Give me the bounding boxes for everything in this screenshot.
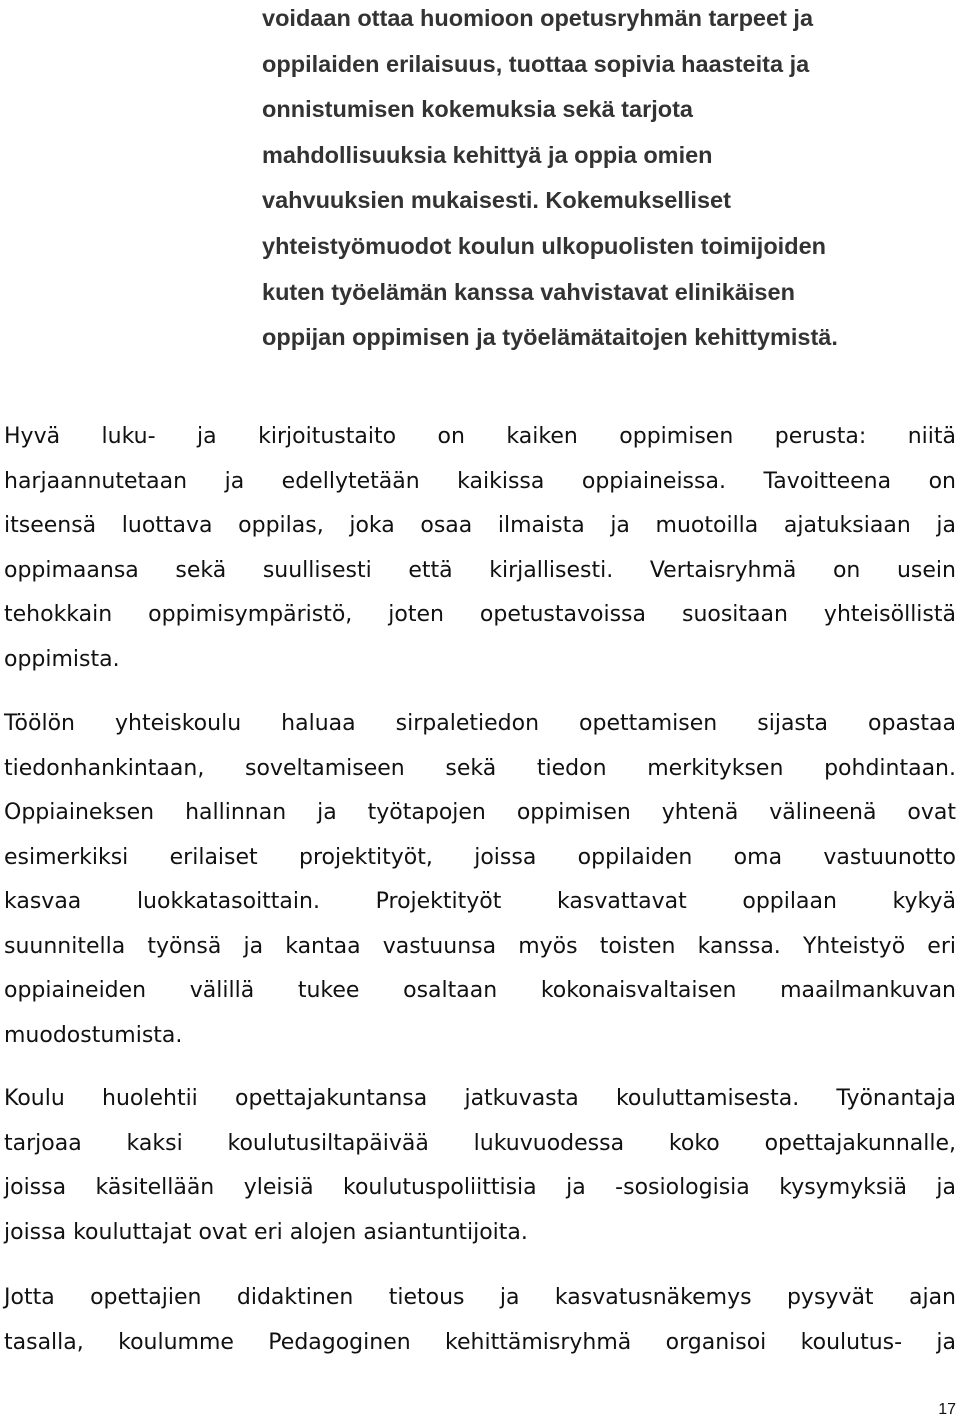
paragraph-teacher-training bbox=[4, 1077, 956, 1255]
paragraph-line: Töölön yhteiskoulu haluaa sirpaletiedon opettamisen sijasta opastaa bbox=[4, 711, 956, 736]
paragraph-line: tarjoaa kaksi koulutusiltapäivää lukuvuodessa koko opettajakunnalle, bbox=[4, 1130, 956, 1156]
paragraph-line: tiedonhankintaan, soveltamiseen sekä tiedon merkityksen pohdintaan. bbox=[4, 755, 956, 781]
paragraph-line: oppiaineiden välillä tukee osaltaan kokonaisvaltaisen maailmankuvan bbox=[4, 978, 956, 1003]
paragraph-line: Hyvä luku- ja kirjoitustaito on kaiken oppimisen perusta: niitä bbox=[4, 424, 956, 449]
paragraph-line: harjaannutetaan ja edellytetään kaikissa oppiaineissa. Tavoitteena on bbox=[4, 468, 956, 494]
paragraph-line: Jotta opettajien didaktinen tietous ja kasvatusnäkemys pysyvät ajan bbox=[4, 1285, 956, 1310]
paragraph-line: muodostumista. bbox=[4, 1022, 183, 1048]
paragraph-line: joissa kouluttajat ovat eri alojen asiantuntijoita. bbox=[4, 1219, 528, 1245]
paragraph-line: joissa käsitellään yleisiä koulutuspoliittisia ja -sosiologisia kysymyksiä ja bbox=[4, 1175, 956, 1200]
quote-line: voidaan ottaa huomioon opetusryhmän tarpeet ja bbox=[262, 5, 814, 31]
paragraph-literacy bbox=[4, 415, 956, 682]
paragraph-didactic-knowledge bbox=[4, 1276, 956, 1365]
quote-line: oppilaiden erilaisuus, tuottaa sopivia haasteita ja bbox=[262, 50, 810, 77]
paragraph-line: Koulu huolehtii opettajakuntansa jatkuvasta kouluttamisesta. Työnantaja bbox=[4, 1086, 956, 1111]
quote-line: onnistumisen kokemuksia sekä tarjota bbox=[262, 96, 693, 123]
quote-line: mahdollisuuksia kehittyä ja oppia omien bbox=[262, 141, 713, 168]
paragraph-line: itseensä luottava oppilas, joka osaa ilmaista ja muotoilla ajatuksiaan ja bbox=[4, 513, 956, 538]
quote-line: oppijan oppimisen ja työelämätaitojen kehittymistä. bbox=[262, 324, 838, 351]
quote-line: vahvuuksien mukaisesti. Kokemukselliset bbox=[262, 187, 731, 214]
paragraph-line: esimerkiksi erilaiset projektityöt, joissa oppilaiden oma vastuunotto bbox=[4, 844, 956, 870]
paragraph-line: kasvaa luokkatasoittain. Projektityöt kasvattavat oppilaan kykyä bbox=[4, 889, 956, 914]
paragraph-line: suunnitella työnsä ja kantaa vastuunsa myös toisten kanssa. Yhteistyö eri bbox=[4, 933, 956, 959]
page-number: 17 bbox=[938, 1401, 956, 1418]
paragraph-line: tehokkain oppimisympäristö, joten opetustavoissa suositaan yhteisöllistä bbox=[4, 602, 956, 627]
paragraph-line: oppimista. bbox=[4, 646, 120, 672]
paragraph-line: Oppiaineksen hallinnan ja työtapojen oppimisen yhtenä välineenä ovat bbox=[4, 800, 956, 825]
paragraph-information-seeking bbox=[4, 702, 956, 1058]
paragraph-line: oppimaansa sekä suullisesti että kirjallisesti. Vertaisryhmä on usein bbox=[4, 557, 956, 583]
quote-line: yhteistyömuodot koulun ulkopuolisten toimijoiden bbox=[262, 232, 826, 259]
quote-line: kuten työelämän kanssa vahvistavat elinikäisen bbox=[262, 278, 795, 305]
paragraph-line: tasalla, koulumme Pedagoginen kehittämisryhmä organisoi koulutus- ja bbox=[4, 1329, 956, 1355]
highlighted-quote bbox=[262, 0, 952, 361]
